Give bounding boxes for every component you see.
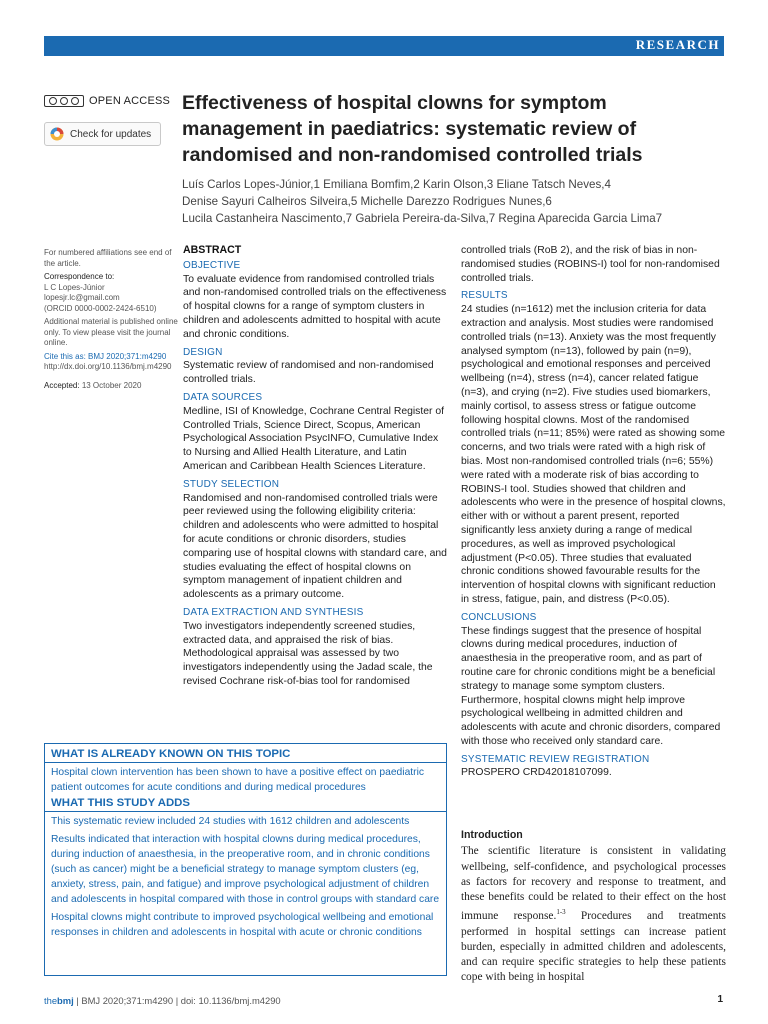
design-heading: DESIGN bbox=[183, 346, 223, 358]
adds-heading: WHAT THIS STUDY ADDS bbox=[51, 797, 191, 810]
introduction-text bbox=[461, 844, 726, 985]
page-footer bbox=[44, 995, 281, 1006]
check-for-updates-button[interactable] bbox=[44, 122, 161, 146]
adds-item-2: Results indicated that interaction with hospital clowns during medical procedures, during induction of anaesthesia, in the preoperative room, and in chronic conditions (such as cancer) might be a beneficial strategy to manage symptom clusters (eg, anxiety, stress, pain, and fatigue) and improve psychological adjustment of children and adolescents in hospital compared with those in control groups with standard care bbox=[51, 833, 440, 906]
affiliations-note: For numbered affiliations see end of the article. bbox=[44, 248, 172, 268]
accepted-label: Accepted: bbox=[44, 380, 80, 390]
page-number: 1 bbox=[717, 994, 723, 1005]
introduction-body-continued: Procedures and treatments performed in hospital settings can increase patient burden, especially in admitted children and adolescents, and can require specific strategies to help these patients cope with being in hospital bbox=[461, 910, 726, 984]
registration-heading: SYSTEMATIC REVIEW REGISTRATION bbox=[461, 753, 650, 765]
data-sources-heading: DATA SOURCES bbox=[183, 391, 263, 403]
crossmark-icon bbox=[50, 127, 64, 141]
extraction-heading: DATA EXTRACTION AND SYNTHESIS bbox=[183, 606, 364, 618]
citation-superscript: 1-3 bbox=[556, 908, 566, 917]
footer-citation: | BMJ 2020;371:m4290 | doi: 10.1136/bmj.m4290 bbox=[73, 995, 281, 1006]
additional-material-note: Additional material is published online only. To view please visit the journal online. bbox=[44, 317, 178, 347]
correspondence-orcid: (ORCID 0000-0002-2424-6510) bbox=[44, 303, 157, 313]
study-selection-text: Randomised and non-randomised controlled trials were peer reviewed using the following eligibility criteria: children and adolescents who were admitted to hospital for acute conditions or chronic disorders, studies comparing use of hospital clowns with standard care, and studies evaluating the effect of hospital clowns on symptom management of inpatient children and adolescents as a primary outcome. bbox=[183, 492, 447, 601]
study-selection-heading: STUDY SELECTION bbox=[183, 478, 280, 490]
known-item: Hospital clown intervention has been shown to have a positive effect on paediatric patient outcomes for acute conditions and during medical procedures bbox=[51, 767, 425, 794]
authors-line-2: Denise Sayuri Calheiros Silveira,5 Michelle Darezzo Rodrigues Nunes,6 bbox=[182, 195, 552, 208]
divider bbox=[45, 762, 446, 763]
results-heading: RESULTS bbox=[461, 290, 508, 302]
adds-item-1: This systematic review included 24 studies with 1612 children and adolescents bbox=[51, 816, 410, 828]
correspondence-name: L C Lopes-Júnior bbox=[44, 282, 105, 292]
journal-brand-bmj: bmj bbox=[57, 995, 74, 1006]
adds-item-3: Hospital clowns might contribute to improved psychological wellbeing and emotional responses in children and adolescents in hospital with acute or chronic conditions bbox=[51, 911, 434, 938]
introduction-body: The scientific literature is consistent in validating wellbeing, self-confidence, and psychological processes as factors for recovery and response to treatment, and these benefits could be related to their effect on the host immune response. bbox=[461, 845, 726, 923]
journal-brand-the: the bbox=[44, 995, 58, 1006]
authors-line-1: Luís Carlos Lopes-Júnior,1 Emiliana Bomfim,2 Karin Olson,3 Eliane Tatsch Neves,4 bbox=[182, 178, 611, 191]
article-title: Effectiveness of hospital clowns for symptom management in paediatrics: systematic review of randomised and non-randomised controlled trials bbox=[182, 92, 643, 166]
abstract-column-2 bbox=[461, 244, 726, 780]
section-banner bbox=[44, 36, 724, 56]
conclusions-heading: CONCLUSIONS bbox=[461, 611, 537, 623]
extraction-text: Two investigators independently screened studies, extracted data, and appraised the risk of bias. Methodological appraisal was assessed by two investigators independently using the Jadad scale, the revised Cochrane risk-of-bias tool for randomised bbox=[183, 620, 433, 687]
divider bbox=[45, 811, 446, 812]
design-text: Systematic review of randomised and non-randomised controlled trials. bbox=[183, 360, 434, 386]
cc-by-nc-icon bbox=[44, 95, 84, 107]
accepted-date: 13 October 2020 bbox=[81, 380, 142, 390]
results-text: 24 studies (n=1612) met the inclusion criteria for data extraction and analysis. Most studies were randomised controlled trials (n=13). Anxiety was the most frequently analysed symptom (n=13), followed by pain (n=9), psychological and emotional responses and perceived wellbeing (n=4), stress (n=4), cancer related fatigue (n=3), and crying (n=2). Five studies used biomarkers, mainly cortisol, to assess stress or fatigue outcome following hospital clowns. Most of the randomised controlled trials (n=11; 85%) were rated as showing some concerns, and two trials were rated with a high risk of bias. Most non-randomised controlled trials (n=6; 55%) were rated with a moderate risk of bias according to ROBINS-I tool. Studies showed that children and adolescents who were in the presence of hospital clowns, either with or without a parent present, reported significantly less anxiety during a range of medical procedures, as well as improved psychological adjustment (P<0.05). Three studies that evaluated chronic conditions showed favourable results for the intervention of hospital clowns with significant reduction in stress, fatigue, pain, and distress (P<0.05). bbox=[461, 304, 726, 605]
author-list bbox=[182, 176, 722, 227]
objective-heading: OBJECTIVE bbox=[183, 259, 241, 271]
objective-text: To evaluate evidence from randomised controlled trials and non-randomised controlled trials on the effectiveness of hospital clowns for a range of symptom clusters in children and adolescents admitted to hospital with acute and chronic conditions. bbox=[183, 273, 447, 340]
open-access-label: OPEN ACCESS bbox=[89, 95, 171, 107]
summary-box bbox=[44, 743, 447, 976]
authors-line-3: Lucila Castanheira Nascimento,7 Gabriela Pereira-da-Silva,7 Regina Aparecida Garcia Lima7 bbox=[182, 212, 663, 225]
doi-link[interactable]: http://dx.doi.org/10.1136/bmj.m4290 bbox=[44, 362, 172, 371]
introduction-heading: Introduction bbox=[461, 829, 523, 841]
section-label: RESEARCH bbox=[635, 37, 720, 52]
open-access-badge[interactable] bbox=[44, 95, 170, 107]
data-sources-text: Medline, ISI of Knowledge, Cochrane Central Register of Controlled Trials, Science Direct, Scopus, American Psychological Association PsycINFO, Cumulative Index to Nursing and Allied Health Literature, and Latin American and Caribbean Health Sciences Literature. bbox=[183, 405, 445, 472]
abstract-column-1 bbox=[183, 244, 448, 689]
registration-text: PROSPERO CRD42018107099. bbox=[461, 767, 612, 779]
conclusions-text: These findings suggest that the presence of hospital clowns during medical procedures, induction of anaesthesia in the preoperative room, and as part of routine care for chronic conditions might be a beneficial strategy to manage some symptom clusters. Furthermore, hospital clowns might help improve psychological wellbeing in admitted children and adolescents with acute and chronic disorders, compared with those who received only standard care. bbox=[461, 625, 721, 747]
abstract-heading: ABSTRACT bbox=[183, 244, 242, 256]
correspondence-label: Correspondence to: bbox=[44, 272, 115, 281]
check-for-updates-label: Check for updates bbox=[70, 128, 152, 140]
introduction-section bbox=[461, 828, 726, 986]
extraction-text-continued: controlled trials (RoB 2), and the risk of bias in non-randomised studies (ROBINS-I) tool for non-randomised controlled trials. bbox=[461, 245, 720, 284]
correspondence-email[interactable]: lopesjr.lc@gmail.com bbox=[44, 293, 120, 302]
cite-label: Cite this as: bbox=[44, 351, 86, 361]
cite-reference: BMJ 2020;371:m4290 bbox=[88, 351, 167, 361]
known-heading: WHAT IS ALREADY KNOWN ON THIS TOPIC bbox=[51, 748, 291, 760]
article-sidebar bbox=[44, 248, 179, 394]
